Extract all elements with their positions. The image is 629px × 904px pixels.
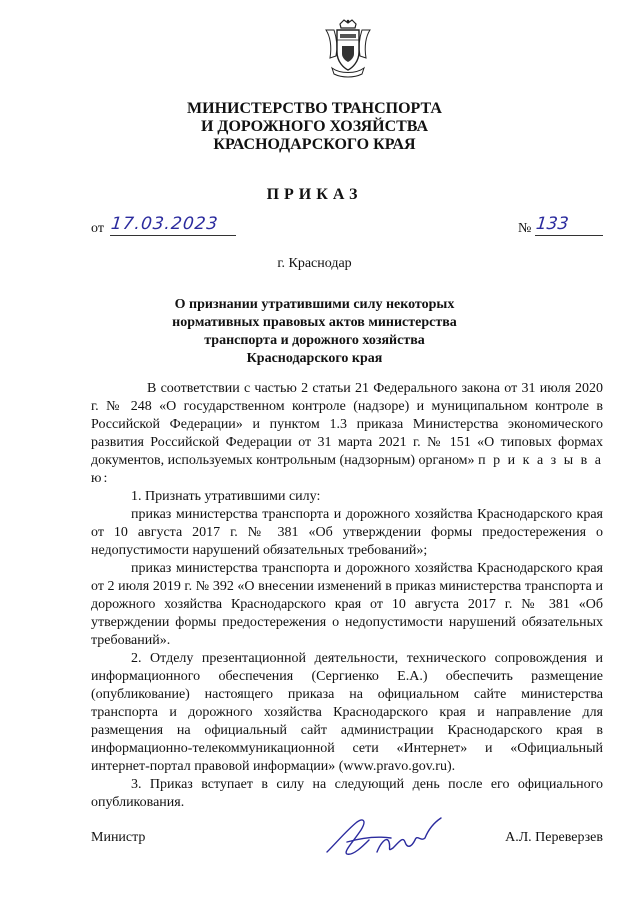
coat-of-arms-icon: [322, 18, 374, 80]
order-title: ПРИКАЗ: [266, 186, 363, 203]
item-2: 2. Отделу презентационной деятельности, технического сопровождения и информационного обеспечения (Сергиенко Е.А.) обеспечить размещение (опубликование) настоящего приказа на официальном сайте министерства транспорта и дорожного хозяйства Краснодарского края и направление для размещения на официальный сайт администрации Краснодарского края в информационно-телекоммуникационной сети «Интернет» и «Официальный интернет-портал правовой информации» (www.pravo.gov.ru).: [91, 651, 603, 774]
subject-line-4: Краснодарского края: [246, 351, 383, 366]
subject-line-2: нормативных правовых актов министерства: [172, 315, 457, 330]
handwritten-signature-icon: [317, 812, 467, 862]
signatory-title: Министр: [91, 830, 146, 845]
preamble-paragraph: [91, 380, 603, 488]
order-body: [91, 380, 603, 812]
preamble-text: В соответствии с частью 2 статьи 21 Федерального закона от 31 июля 2020 г. № 248 «О государственном контроле (надзоре) и муниципальном контроле в Российской Федерации» и пунктом 1.3 приказа Министерства экономического развития Российской Федерации от 31 марта 2021 г. № 151 «О типовых формах документов, используемых контрольным (надзорным) органом»: [91, 381, 603, 468]
item-1-a: приказ министерства транспорта и дорожного хозяйства Краснодарского края от 10 августа 2017 г. № 381 «Об утверждении формы предостережения о недопустимости нарушений обязательных требований»;: [91, 507, 603, 558]
number-underline: [535, 235, 603, 236]
ministry-name: [0, 100, 629, 154]
subject-line-1: О признании утратившими силу некоторых: [174, 297, 455, 312]
item-3: 3. Приказ вступает в силу на следующий день после его официального опубликования.: [91, 777, 603, 810]
ministry-line-3: КРАСНОДАРСКОГО КРАЯ: [213, 136, 416, 153]
order-date: [91, 214, 236, 236]
date-underline: [110, 235, 236, 236]
preamble-decree-word: п р и к а з ы в а ю:: [91, 453, 604, 486]
signature-block: [91, 812, 603, 862]
item-1: 1. Признать утратившими силу:: [131, 489, 321, 504]
number-value: 133: [534, 214, 570, 234]
number-prefix: №: [518, 221, 532, 236]
city: г. Краснодар: [277, 256, 352, 271]
order-number: [518, 214, 603, 236]
subject-line-3: транспорта и дорожного хозяйства: [204, 333, 425, 348]
order-subject: [0, 296, 629, 368]
date-prefix: от: [91, 221, 104, 236]
ministry-line-2: И ДОРОЖНОГО ХОЗЯЙСТВА: [200, 118, 429, 135]
signatory-name: А.Л. Переверзев: [505, 830, 603, 845]
item-1-b: приказ министерства транспорта и дорожного хозяйства Краснодарского края от 2 июля 2019 г. № 392 «О внесении изменений в приказ министерства транспорта и дорожного хозяйства Краснодарского края от 10 августа 2017 г. № 381 «Об утверждении формы предостережения о недопустимости нарушений обязательных требований».: [91, 561, 603, 648]
ministry-line-1: МИНИСТЕРСТВО ТРАНСПОРТА: [187, 100, 442, 117]
date-value: 17.03.2023: [109, 214, 220, 234]
